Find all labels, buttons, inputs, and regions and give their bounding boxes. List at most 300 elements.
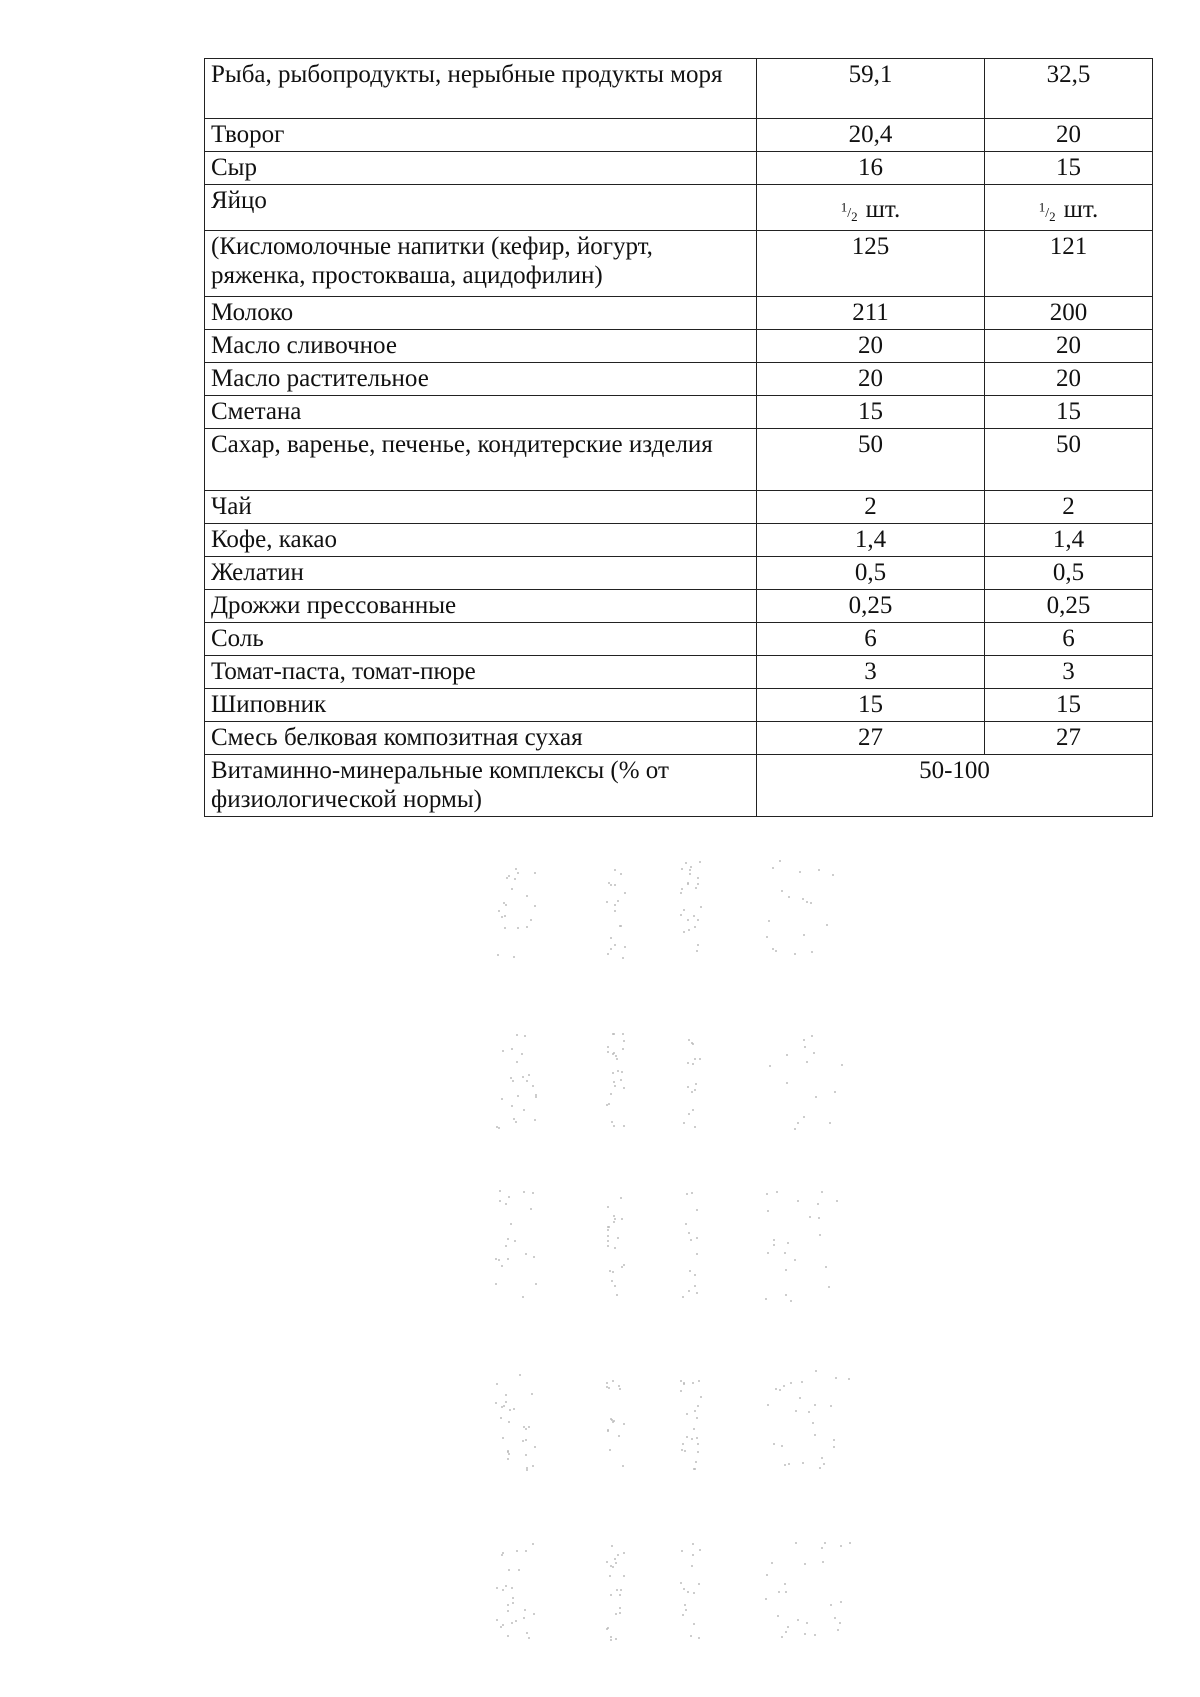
scan-speck	[606, 1386, 608, 1388]
scan-speck	[533, 1613, 535, 1615]
scan-speck	[790, 1382, 792, 1384]
scan-speck	[522, 1296, 524, 1298]
scan-speck	[833, 1439, 835, 1441]
scan-speck	[836, 1200, 838, 1202]
scan-speck	[686, 1413, 688, 1415]
scan-speck	[618, 1385, 620, 1387]
scan-speck	[697, 944, 699, 946]
table-row	[205, 231, 1153, 297]
table-row	[205, 557, 1153, 590]
scan-speck	[837, 1629, 839, 1631]
scan-speck	[828, 1286, 830, 1288]
scan-speck	[525, 1428, 527, 1430]
scan-speck	[697, 883, 699, 885]
scan-speck	[500, 1626, 502, 1628]
scan-speck	[689, 869, 691, 871]
scan-speck	[694, 1089, 696, 1091]
scan-speck	[499, 1190, 501, 1192]
product-name-cell: Масло растительное	[205, 363, 757, 396]
scan-speck	[515, 1620, 517, 1622]
scan-speck	[771, 1562, 773, 1564]
scan-speck	[506, 877, 508, 879]
merged-value-cell: 50-100	[757, 755, 1153, 817]
scan-speck	[806, 1061, 808, 1063]
scan-speck	[696, 1437, 698, 1439]
scan-speck	[691, 1192, 693, 1194]
scan-speck	[501, 1098, 503, 1100]
scan-speck	[694, 926, 696, 928]
scan-speck	[692, 1109, 694, 1111]
value-cell-col1: 27	[757, 722, 985, 755]
scan-speck	[617, 900, 619, 902]
product-name-cell: Рыба, рыбопродукты, нерыбные продукты моря	[205, 59, 757, 119]
product-name-cell: Масло сливочное	[205, 330, 757, 363]
scan-speck	[622, 957, 624, 959]
scan-speck	[615, 1055, 617, 1057]
scan-speck	[781, 1636, 783, 1638]
scan-speck	[830, 1604, 832, 1606]
scan-speck	[505, 904, 507, 906]
scan-speck	[533, 1256, 535, 1258]
scan-speck	[682, 1614, 684, 1616]
scan-speck	[614, 884, 616, 886]
scan-speck	[613, 1221, 615, 1223]
scan-speck	[511, 1048, 513, 1050]
scan-speck	[785, 1294, 787, 1296]
scan-speck	[775, 950, 777, 952]
scan-speck	[794, 1128, 796, 1130]
scan-speck	[773, 1244, 775, 1246]
scan-speck	[848, 1378, 850, 1380]
scan-speck	[498, 1259, 500, 1261]
scan-speck	[699, 1058, 701, 1060]
product-name-cell: Молоко	[205, 297, 757, 330]
scan-speck	[507, 1635, 509, 1637]
scan-speck	[612, 1271, 614, 1273]
scan-speck	[526, 1469, 528, 1471]
scan-speck	[502, 1050, 504, 1052]
scan-speck	[507, 1258, 509, 1260]
value-cell-col1: 0,5	[757, 557, 985, 590]
scan-speck	[797, 1619, 799, 1621]
value-cell-col1: 211	[757, 297, 985, 330]
scan-speck	[803, 1116, 805, 1118]
scan-speck	[510, 1223, 512, 1225]
scan-speck	[697, 1451, 699, 1453]
scan-speck	[684, 1450, 686, 1452]
scan-speck	[607, 1627, 609, 1629]
scan-speck	[617, 1237, 619, 1239]
scan-speck	[518, 1569, 520, 1571]
food-norms-table-body	[205, 59, 1153, 817]
scan-speck	[535, 1096, 537, 1098]
scan-speck	[810, 902, 812, 904]
scan-speck	[614, 1085, 616, 1087]
scan-speck	[505, 1394, 507, 1396]
table-row	[205, 297, 1153, 330]
scan-speck	[610, 1594, 612, 1596]
value-cell-col2: 15	[985, 396, 1153, 429]
table-row-vitamins	[205, 755, 1153, 817]
scan-speck	[784, 1252, 786, 1254]
scan-speck	[501, 1265, 503, 1267]
scan-speck	[697, 1443, 699, 1445]
scan-speck	[523, 1191, 525, 1193]
scan-speck	[784, 1583, 786, 1585]
scan-speck	[790, 1300, 792, 1302]
scan-speck	[808, 1411, 810, 1413]
scan-speck	[612, 1053, 614, 1055]
scan-speck	[505, 1585, 507, 1587]
scan-speck	[685, 1223, 687, 1225]
scan-speck	[834, 1617, 836, 1619]
scan-speck	[785, 1631, 787, 1633]
scan-speck	[534, 1446, 536, 1448]
scan-speck	[498, 1127, 500, 1129]
scan-speck	[683, 1588, 685, 1590]
scan-speck	[616, 1294, 618, 1296]
scan-speck	[523, 1617, 525, 1619]
scan-speck	[507, 1604, 509, 1606]
scan-speck	[607, 1240, 609, 1242]
value-cell-col2: 50	[985, 429, 1153, 491]
scan-speck	[696, 1253, 698, 1255]
scan-speck	[501, 1406, 503, 1408]
scan-speck	[802, 1462, 804, 1464]
scan-speck	[607, 1206, 609, 1208]
scan-speck	[607, 1046, 609, 1048]
scan-speck	[777, 1615, 779, 1617]
scan-speck	[765, 1298, 767, 1300]
scan-speck	[623, 1087, 625, 1089]
product-name-cell: Витаминно-минеральные комплексы (% от физиологической нормы)	[205, 755, 757, 817]
scan-speck	[687, 1086, 689, 1088]
product-name-cell: Томат-паста, томат-пюре	[205, 656, 757, 689]
scan-speck	[840, 1601, 842, 1603]
scan-speck	[697, 919, 699, 921]
scan-speck	[502, 1624, 504, 1626]
scan-speck	[614, 1558, 616, 1560]
scan-speck	[681, 888, 683, 890]
scan-speck	[511, 1587, 513, 1589]
scan-speck	[693, 915, 695, 917]
scan-speck	[804, 1633, 806, 1635]
scan-speck	[512, 1597, 514, 1599]
scan-speck	[834, 1091, 836, 1093]
scan-speck	[690, 866, 692, 868]
product-name-cell: Кофе, какао	[205, 524, 757, 557]
scan-speck	[517, 927, 519, 929]
scan-speck	[826, 924, 828, 926]
scan-speck	[685, 862, 687, 864]
product-name-cell: Сыр	[205, 152, 757, 185]
scan-speck	[523, 1426, 525, 1428]
scan-speck	[530, 919, 532, 921]
table-row	[205, 119, 1153, 152]
scan-speck	[607, 1226, 609, 1228]
fraction: $^1/_2$	[840, 199, 858, 224]
value-cell-col1: 15	[757, 689, 985, 722]
scan-speck	[509, 1409, 511, 1411]
unit-label: шт.	[865, 196, 901, 223]
scan-speck	[517, 1095, 519, 1097]
scan-speck	[766, 1574, 768, 1576]
scan-speck	[813, 1052, 815, 1054]
scan-speck	[697, 877, 699, 879]
scan-speck	[612, 1566, 614, 1568]
scan-speck	[817, 1203, 819, 1205]
scan-speck	[797, 1200, 799, 1202]
scan-speck	[614, 904, 616, 906]
table-row	[205, 363, 1153, 396]
scan-speck	[689, 1270, 691, 1272]
scan-speck	[779, 1389, 781, 1391]
scan-speck	[680, 892, 682, 894]
scan-speck	[534, 1119, 536, 1121]
scan-speck	[616, 1589, 618, 1591]
scan-speck	[511, 1622, 513, 1624]
scan-speck	[785, 1269, 787, 1271]
scan-speck	[787, 1626, 789, 1628]
scan-speck	[773, 1443, 775, 1445]
scan-speck	[511, 1105, 513, 1107]
scan-speck	[614, 910, 616, 912]
scan-speck	[698, 1583, 700, 1585]
scan-speck	[508, 1569, 510, 1571]
scan-speck	[522, 1076, 524, 1078]
scan-speck	[496, 1619, 498, 1621]
scan-speck	[767, 1210, 769, 1212]
product-name-cell: Яйцо	[205, 185, 757, 231]
table-row	[205, 59, 1153, 119]
scan-speck	[767, 1404, 769, 1406]
value-cell-col2: 6	[985, 623, 1153, 656]
scan-speck	[688, 1039, 690, 1041]
scan-speck	[610, 1093, 612, 1095]
scan-speck	[515, 868, 517, 870]
scan-speck	[508, 1196, 510, 1198]
scan-speck	[695, 1461, 697, 1463]
scan-speck	[510, 1077, 512, 1079]
scan-speck	[692, 1063, 694, 1065]
scan-speck	[610, 1636, 612, 1638]
scan-speck	[620, 1589, 622, 1591]
table-row	[205, 152, 1153, 185]
scan-speck	[849, 1542, 851, 1544]
scan-speck	[697, 1405, 699, 1407]
scan-speck	[621, 1266, 623, 1268]
value-cell-col2: 3	[985, 656, 1153, 689]
value-cell-col2: 20	[985, 330, 1153, 363]
scan-speck	[505, 1401, 507, 1403]
scan-speck	[680, 914, 682, 916]
scan-speck	[524, 1609, 526, 1611]
scan-speck	[498, 910, 500, 912]
scan-speck	[612, 1072, 614, 1074]
value-cell-col1: 20	[757, 363, 985, 396]
scan-speck	[514, 1240, 516, 1242]
scan-speck	[501, 1554, 503, 1556]
scan-speck	[794, 953, 796, 955]
scan-speck	[766, 1193, 768, 1195]
scan-speck	[622, 1465, 624, 1467]
scan-speck	[620, 873, 622, 875]
scan-speck	[619, 1594, 621, 1596]
scan-speck	[526, 1632, 528, 1634]
value-cell-col1: 2	[757, 491, 985, 524]
scan-speck	[781, 890, 783, 892]
value-cell-col2: 2	[985, 491, 1153, 524]
scan-speck	[806, 901, 808, 903]
scan-speck	[623, 1040, 625, 1042]
scan-speck	[698, 1637, 700, 1639]
scan-speck	[682, 1296, 684, 1298]
scan-speck	[513, 956, 515, 958]
scan-speck	[613, 1081, 615, 1083]
scan-speck	[692, 1382, 694, 1384]
scan-speck	[693, 1468, 695, 1470]
product-name-cell: Соль	[205, 623, 757, 656]
scan-speck	[787, 1242, 789, 1244]
scan-speck	[528, 1074, 530, 1076]
scan-speck	[501, 916, 503, 918]
table-row	[205, 524, 1153, 557]
scan-speck	[614, 869, 616, 871]
scan-speck	[500, 1417, 502, 1419]
value-cell-col1: 16	[757, 152, 985, 185]
scan-speck	[621, 1071, 623, 1073]
value-cell-col2: 15	[985, 689, 1153, 722]
scan-speck	[687, 1062, 689, 1064]
scan-speck	[683, 1122, 685, 1124]
scan-speck	[690, 1635, 692, 1637]
scan-speck	[504, 927, 506, 929]
scan-speck	[619, 1388, 621, 1390]
scan-speck	[781, 1445, 783, 1447]
scan-speck	[773, 1239, 775, 1241]
scan-speck	[794, 1259, 796, 1261]
value-cell-col2: 200	[985, 297, 1153, 330]
scan-speck	[694, 1285, 696, 1287]
scan-speck	[623, 1423, 625, 1425]
scan-speck	[507, 1458, 509, 1460]
scan-speck	[615, 1613, 617, 1615]
product-name-cell: Желатин	[205, 557, 757, 590]
scan-speck	[778, 1591, 780, 1593]
scan-speck	[615, 1638, 617, 1640]
scan-speck	[528, 1637, 530, 1639]
scan-speck	[832, 874, 834, 876]
value-cell-col2: 1,4	[985, 524, 1153, 557]
scan-speck	[765, 1598, 767, 1600]
scan-speck	[691, 1091, 693, 1093]
scan-speck	[690, 1239, 692, 1241]
scan-speck	[516, 1550, 518, 1552]
scan-speck	[611, 1545, 613, 1547]
scan-speck	[516, 1061, 518, 1063]
scan-speck	[508, 1421, 510, 1423]
scan-speck	[499, 1200, 501, 1202]
scan-speck	[683, 1383, 685, 1385]
scan-speck	[611, 1280, 613, 1282]
scan-speck	[615, 1562, 617, 1564]
scan-speck	[606, 1561, 608, 1563]
scan-speck	[622, 1048, 624, 1050]
value-cell-col2: 121	[985, 231, 1153, 297]
scan-speck	[496, 1383, 498, 1385]
scan-speck	[610, 884, 612, 886]
scan-speck	[505, 1245, 507, 1247]
scan-speck	[815, 1370, 817, 1372]
scan-speck	[525, 1550, 527, 1552]
scan-speck	[608, 1387, 610, 1389]
scan-speck	[503, 902, 505, 904]
scan-speck	[624, 892, 626, 894]
scan-speck	[694, 1126, 696, 1128]
scan-speck	[696, 1237, 698, 1239]
scan-speck	[688, 1113, 690, 1115]
scan-speck	[683, 931, 685, 933]
scan-speck	[495, 1258, 497, 1260]
scan-speck	[623, 1264, 625, 1266]
scan-speck	[497, 954, 499, 956]
scan-speck	[609, 1575, 611, 1577]
scan-speck	[619, 925, 621, 927]
scan-speck	[687, 1591, 689, 1593]
scan-speck	[618, 1435, 620, 1437]
scan-speck	[772, 867, 774, 869]
product-name-cell: Творог	[205, 119, 757, 152]
scan-speck	[814, 1634, 816, 1636]
scan-speck	[530, 1208, 532, 1210]
scan-speck	[681, 1550, 683, 1552]
scan-speck	[623, 1125, 625, 1127]
scan-speck	[607, 1245, 609, 1247]
scan-speck	[612, 1380, 614, 1382]
scan-speck	[512, 1602, 514, 1604]
product-name-cell: Шиповник	[205, 689, 757, 722]
scan-speck	[824, 1542, 826, 1544]
scan-speck	[623, 1552, 625, 1554]
scan-speck	[784, 1464, 786, 1466]
scan-speck	[614, 944, 616, 946]
scan-speck	[504, 915, 506, 917]
table-row	[205, 656, 1153, 689]
scan-speck	[691, 1042, 693, 1044]
scan-speck	[692, 1554, 694, 1556]
scan-speck	[799, 871, 801, 873]
value-cell-col1: 20,4	[757, 119, 985, 152]
scan-speck	[619, 1607, 621, 1609]
value-cell-col1: 20	[757, 330, 985, 363]
scan-speck	[523, 1109, 525, 1111]
scan-speck	[687, 919, 689, 921]
scan-speck	[804, 1563, 806, 1565]
scan-speck	[526, 895, 528, 897]
scan-speck	[614, 1285, 616, 1287]
scan-speck	[815, 1096, 817, 1098]
scan-speck	[768, 920, 770, 922]
scan-speck	[532, 1085, 534, 1087]
scan-speck	[802, 898, 804, 900]
scan-speck	[700, 1396, 702, 1398]
scan-speck	[783, 1385, 785, 1387]
table-row	[205, 330, 1153, 363]
value-cell-col2: 20	[985, 363, 1153, 396]
scan-speck	[694, 1058, 696, 1060]
scan-speck	[517, 872, 519, 874]
scan-speck	[695, 887, 697, 889]
